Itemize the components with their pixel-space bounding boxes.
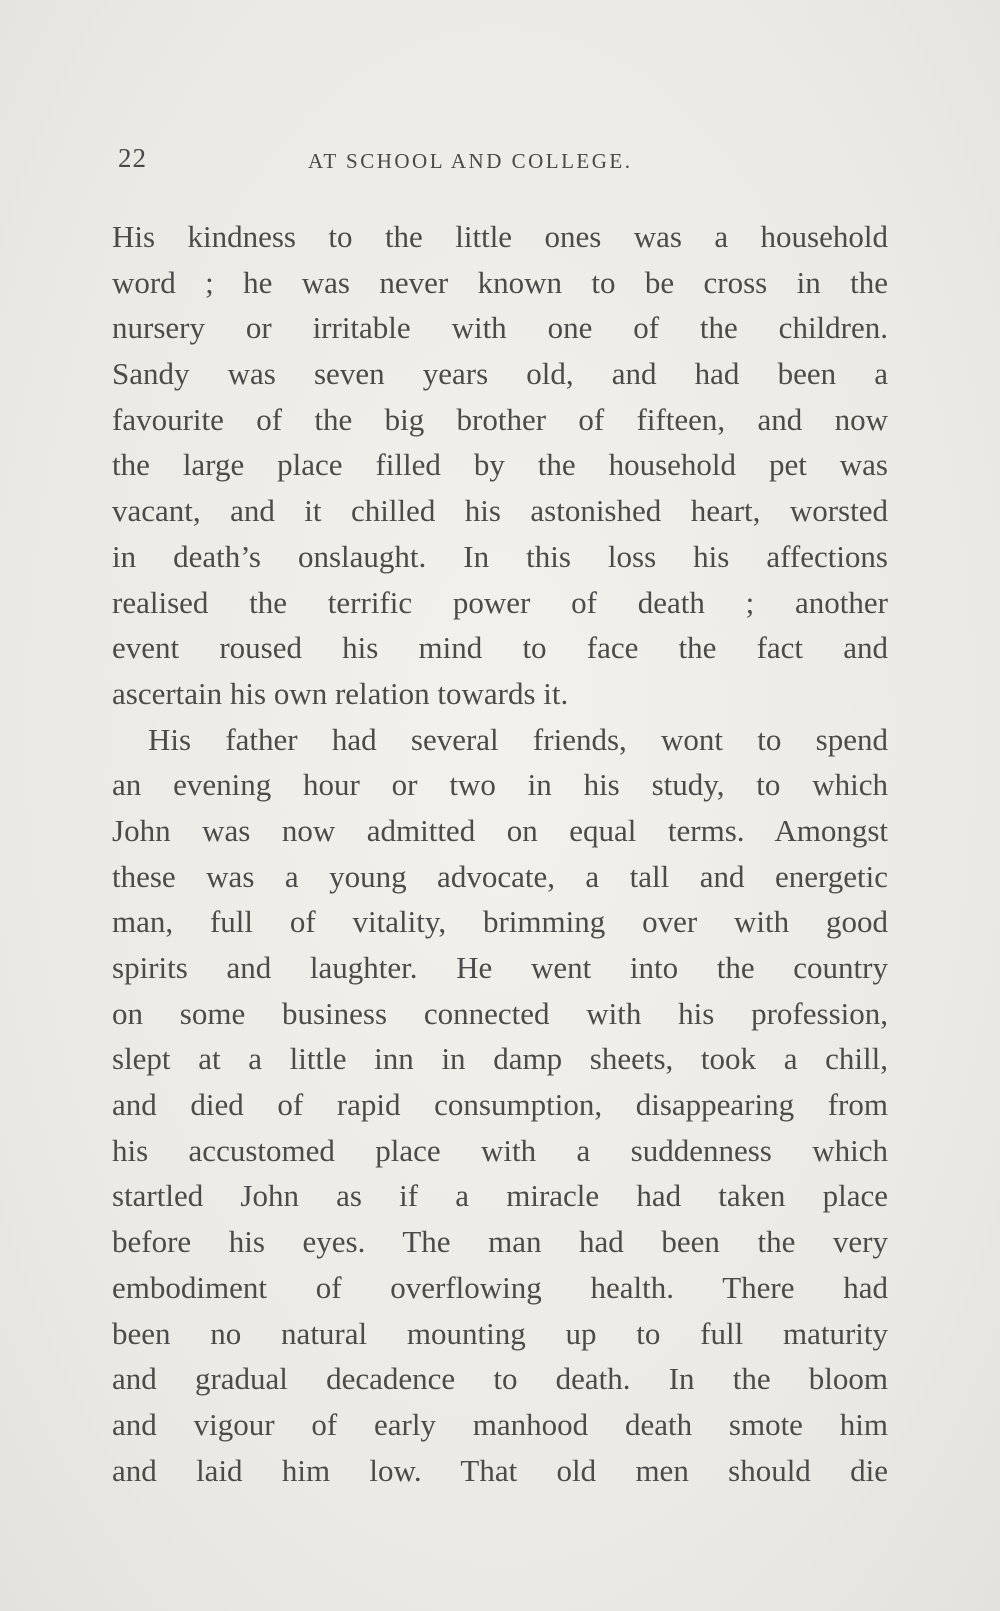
text-line: been no natural mounting up to full maturity (112, 1315, 888, 1351)
text-line: the large place filled by the household pet was (112, 447, 888, 483)
text-line: word ; he was never known to be cross in the (112, 264, 888, 300)
text-line: spirits and laughter. He went into the country (112, 950, 888, 985)
page-number: 22 (118, 143, 147, 173)
text-line: and died of rapid consumption, disappearing from (112, 1087, 888, 1123)
text-line: Sandy was seven years old, and had been a (112, 356, 888, 392)
text-line: on some business connected with his profession, (112, 995, 888, 1031)
text-line: and laid him low. That old men should die (112, 1452, 888, 1488)
text-line: before his eyes. The man had been the very (112, 1224, 888, 1260)
text-line: startled John as if a miracle had taken place (112, 1178, 888, 1214)
text-line: event roused his mind to face the fact and (112, 630, 888, 666)
running-head: AT SCHOOL AND COLLEGE. (308, 149, 633, 173)
text-line: his accustomed place with a suddenness which (112, 1132, 888, 1168)
text-line: nursery or irritable with one of the children. (112, 310, 888, 346)
text-line: man, full of vitality, brimming over with good (112, 904, 888, 940)
text-line: and gradual decadence to death. In the bloom (112, 1361, 888, 1397)
text-line: and vigour of early manhood death smote him (112, 1406, 888, 1442)
text-line: these was a young advocate, a tall and energetic (112, 858, 888, 894)
text-line: John was now admitted on equal terms. Amongst (112, 812, 888, 848)
text-line: His kindness to the little ones was a household (112, 219, 888, 254)
text-line: vacant, and it chilled his astonished heart, worsted (112, 493, 888, 529)
body-text (112, 214, 888, 1493)
text-line: favourite of the big brother of fifteen, and now (112, 401, 888, 437)
text-line: slept at a little inn in damp sheets, took a chill, (112, 1041, 888, 1077)
page-header (118, 143, 888, 183)
text-line: realised the terrific power of death ; another (112, 584, 888, 620)
text-line: embodiment of overflowing health. There had (112, 1269, 888, 1305)
text-line: an evening hour or two in his study, to which (112, 767, 888, 803)
text-line: in death’s onslaught. In this loss his affections (112, 538, 888, 574)
text-line: ascertain his own relation towards it. (112, 675, 569, 711)
text-line: His father had several friends, wont to spend (148, 721, 888, 757)
